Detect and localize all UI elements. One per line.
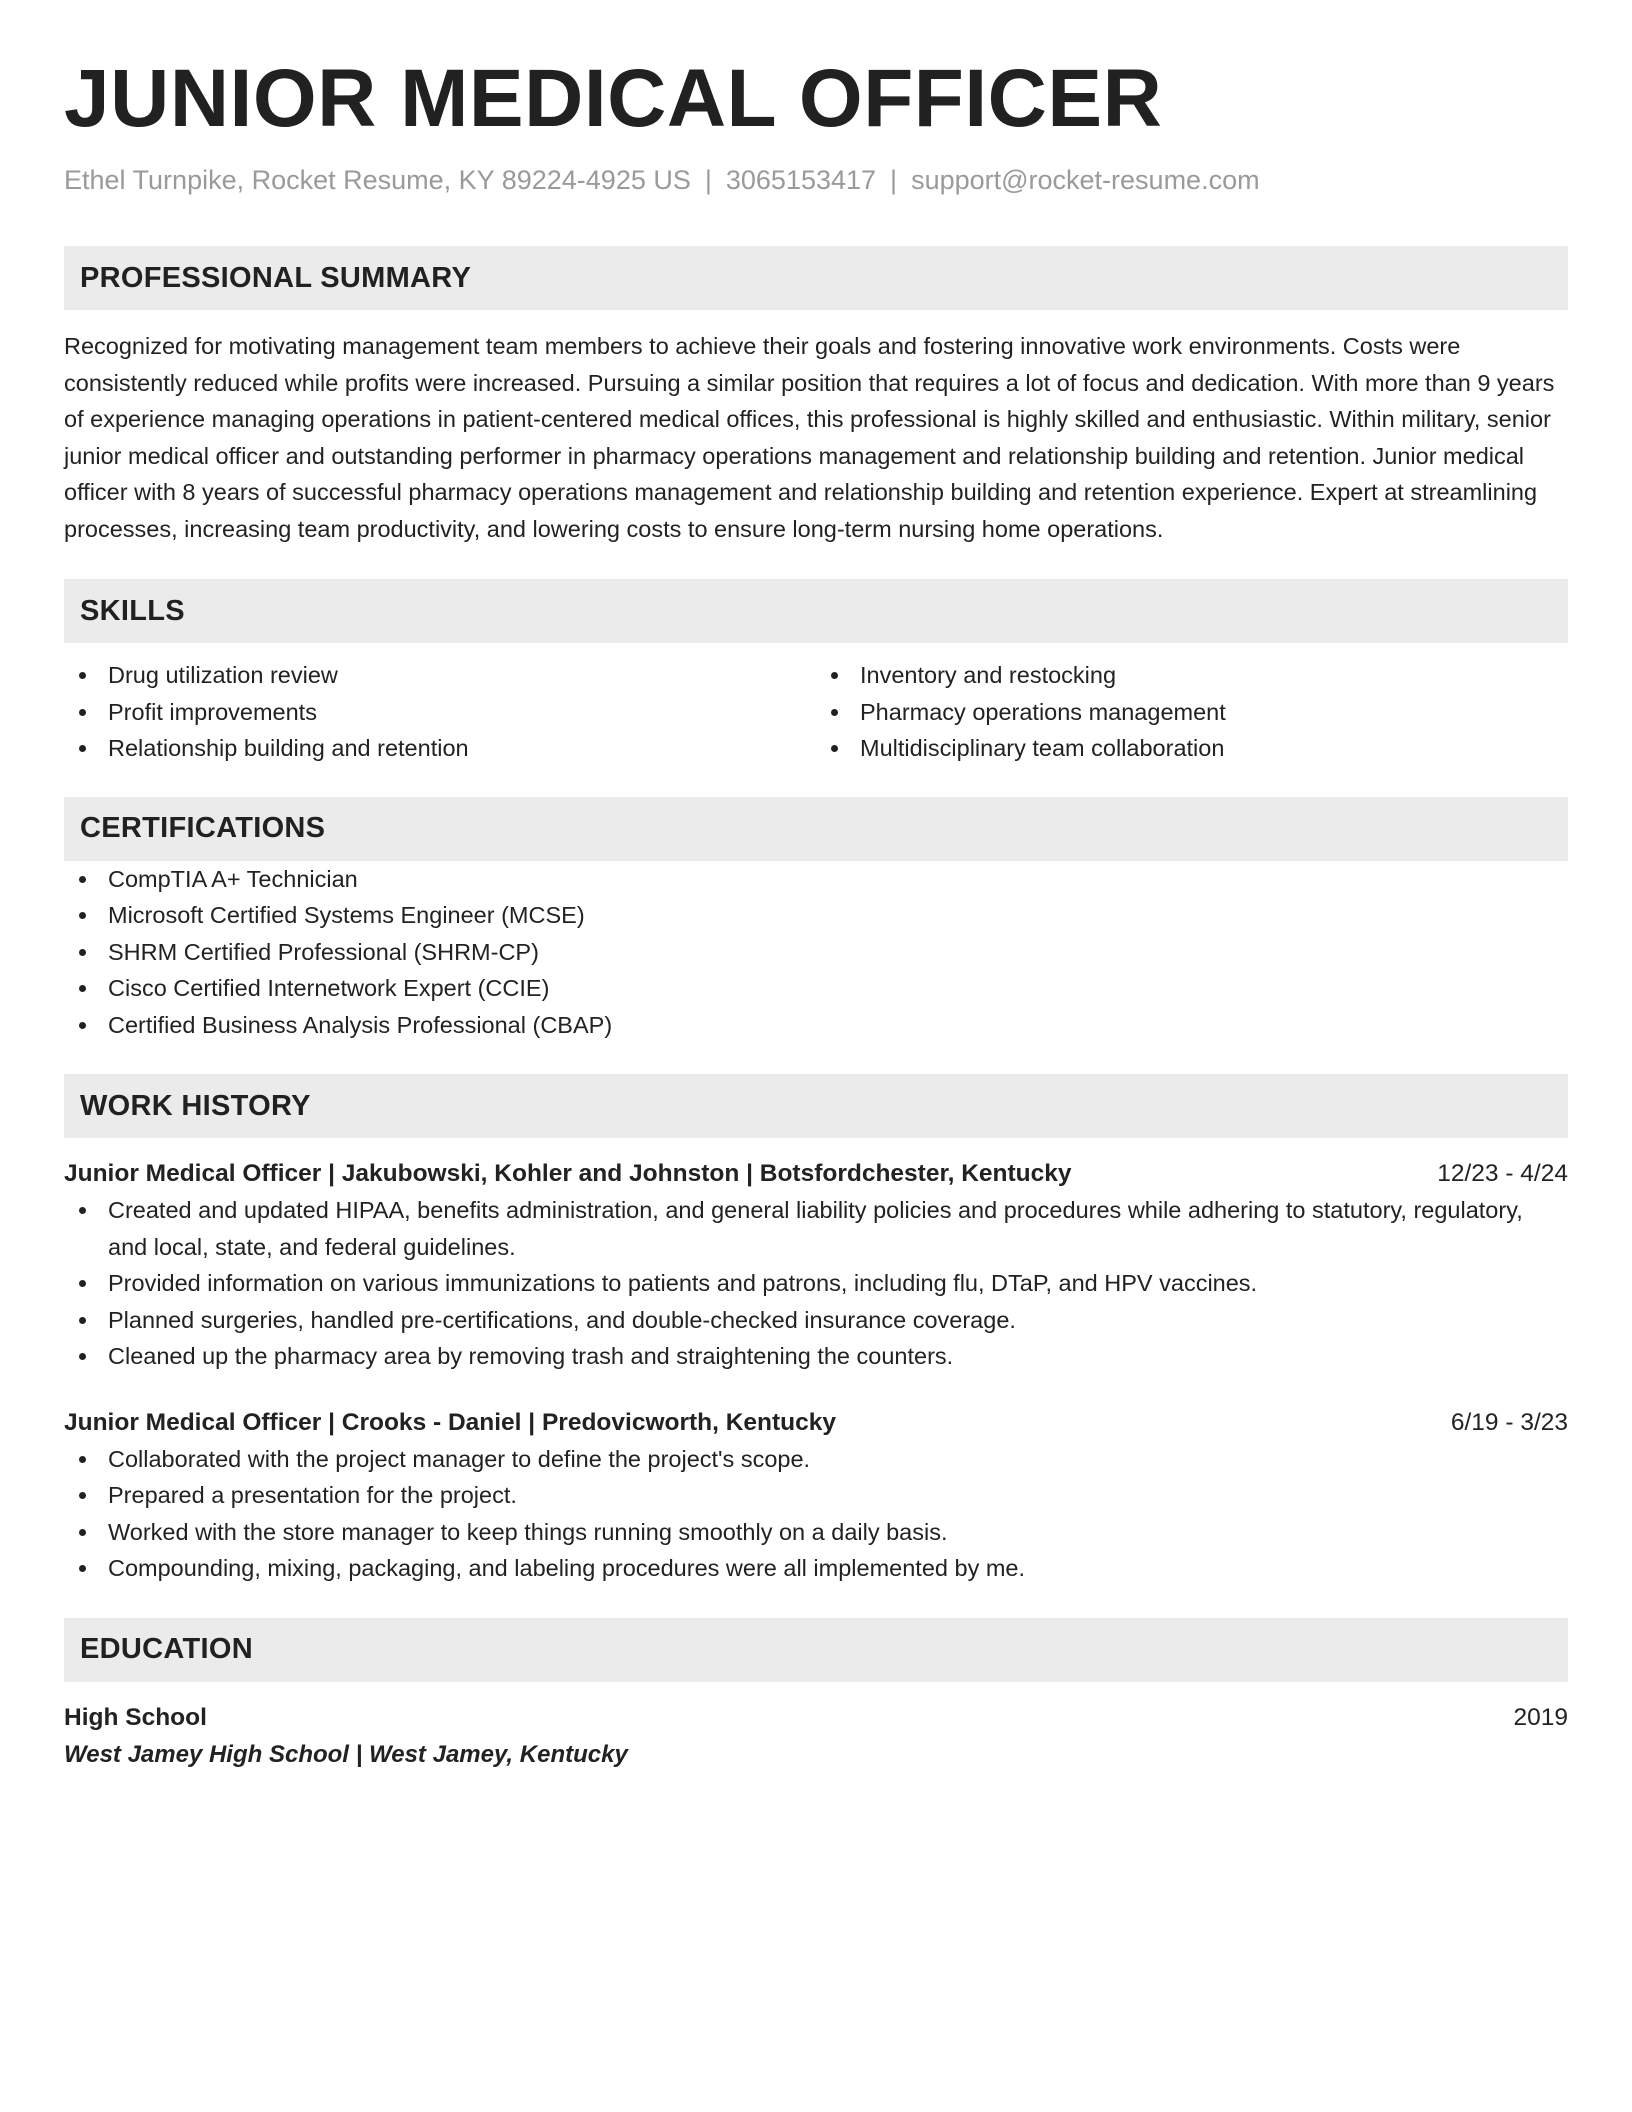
job-header bbox=[64, 1405, 1568, 1441]
education-school: West Jamey High School | West Jamey, Kentucky bbox=[64, 1740, 628, 1768]
job-duty: Created and updated HIPAA, benefits administration, and general liability policies and procedures while adhering to statutory, regulatory, and local, state, and federal guidelines. bbox=[64, 1192, 1568, 1265]
education-degree: High School bbox=[64, 1703, 207, 1731]
skills-list bbox=[64, 657, 1568, 767]
job-title: Junior Medical Officer | Jakubowski, Kohler and Johnston | Botsfordchester, Kentucky bbox=[64, 1160, 1072, 1188]
contact-separator: | bbox=[704, 165, 712, 195]
job-duty: Provided information on various immunizations to patients and patrons, including flu, DTaP, and HPV vaccines. bbox=[64, 1265, 1568, 1302]
skill-item: Multidisciplinary team collaboration bbox=[816, 730, 1568, 767]
certification-item: Microsoft Certified Systems Engineer (MCSE) bbox=[64, 897, 1568, 934]
job-duty: Prepared a presentation for the project. bbox=[64, 1477, 1568, 1514]
certification-item: Cisco Certified Internetwork Expert (CCIE) bbox=[64, 970, 1568, 1007]
job-dates: 12/23 - 4/24 bbox=[1437, 1160, 1568, 1188]
education-entry bbox=[64, 1700, 1568, 1774]
job-duty: Cleaned up the pharmacy area by removing trash and straightening the counters. bbox=[64, 1338, 1568, 1375]
contact-phone: 3065153417 bbox=[725, 165, 877, 195]
skills-column-right bbox=[816, 657, 1568, 767]
job-header bbox=[64, 1156, 1568, 1192]
job-title: Junior Medical Officer | Crooks - Daniel | Predovicworth, Kentucky bbox=[64, 1408, 837, 1436]
job-duty: Collaborated with the project manager to define the project's scope. bbox=[64, 1441, 1568, 1478]
skill-item: Profit improvements bbox=[64, 694, 816, 731]
certifications-list bbox=[64, 861, 1568, 1044]
skill-item: Relationship building and retention bbox=[64, 730, 816, 767]
job-entry bbox=[64, 1156, 1568, 1375]
education-header bbox=[64, 1700, 1568, 1736]
summary-text: Recognized for motivating management team members to achieve their goals and fostering innovative work environments. Costs were consistently reduced while profits were increased. Pursuing a similar position that requires a lot of focus and dedication. With more than 9 years of experience managing operations in patient-centered medical offices, this professional is highly skilled and enthusiastic. Within military, senior junior medical officer and outstanding performer in pharmacy operations management and relationship building and retention. Junior medical officer with 8 years of successful pharmacy operations management and relationship building and retention experience. Expert at streamlining processes, increasing team productivity, and lowering costs to ensure long-term nursing home operations. bbox=[64, 333, 1555, 542]
job-duties bbox=[64, 1441, 1568, 1587]
job-duty: Compounding, mixing, packaging, and labeling procedures were all implemented by me. bbox=[64, 1550, 1568, 1587]
job-entry bbox=[64, 1405, 1568, 1587]
resume-name: JUNIOR MEDICAL OFFICER bbox=[64, 53, 1163, 144]
certifications-heading: CERTIFICATIONS bbox=[64, 797, 1568, 861]
certification-item: CompTIA A+ Technician bbox=[64, 861, 1568, 898]
contact-address: Ethel Turnpike, Rocket Resume, KY 89224-4925 US bbox=[64, 165, 691, 195]
skill-item: Inventory and restocking bbox=[816, 657, 1568, 694]
certification-item: SHRM Certified Professional (SHRM-CP) bbox=[64, 934, 1568, 971]
contact-separator: | bbox=[890, 165, 898, 195]
skill-item: Pharmacy operations management bbox=[816, 694, 1568, 731]
job-duty: Planned surgeries, handled pre-certifications, and double-checked insurance coverage. bbox=[64, 1302, 1568, 1339]
job-dates: 6/19 - 3/23 bbox=[1450, 1408, 1568, 1436]
skills-column-left bbox=[64, 657, 816, 767]
job-duties bbox=[64, 1192, 1568, 1375]
skill-item: Drug utilization review bbox=[64, 657, 816, 694]
summary-heading: PROFESSIONAL SUMMARY bbox=[64, 246, 1568, 310]
education-heading: EDUCATION bbox=[64, 1618, 1568, 1682]
contact-email: support@rocket-resume.com bbox=[911, 165, 1260, 195]
work-history-heading: WORK HISTORY bbox=[64, 1074, 1568, 1138]
skills-heading: SKILLS bbox=[64, 579, 1568, 643]
contact-line bbox=[64, 164, 1568, 196]
job-duty: Worked with the store manager to keep things running smoothly on a daily basis. bbox=[64, 1514, 1568, 1551]
education-year: 2019 bbox=[1513, 1703, 1568, 1731]
certification-item: Certified Business Analysis Professional (CBAP) bbox=[64, 1007, 1568, 1044]
